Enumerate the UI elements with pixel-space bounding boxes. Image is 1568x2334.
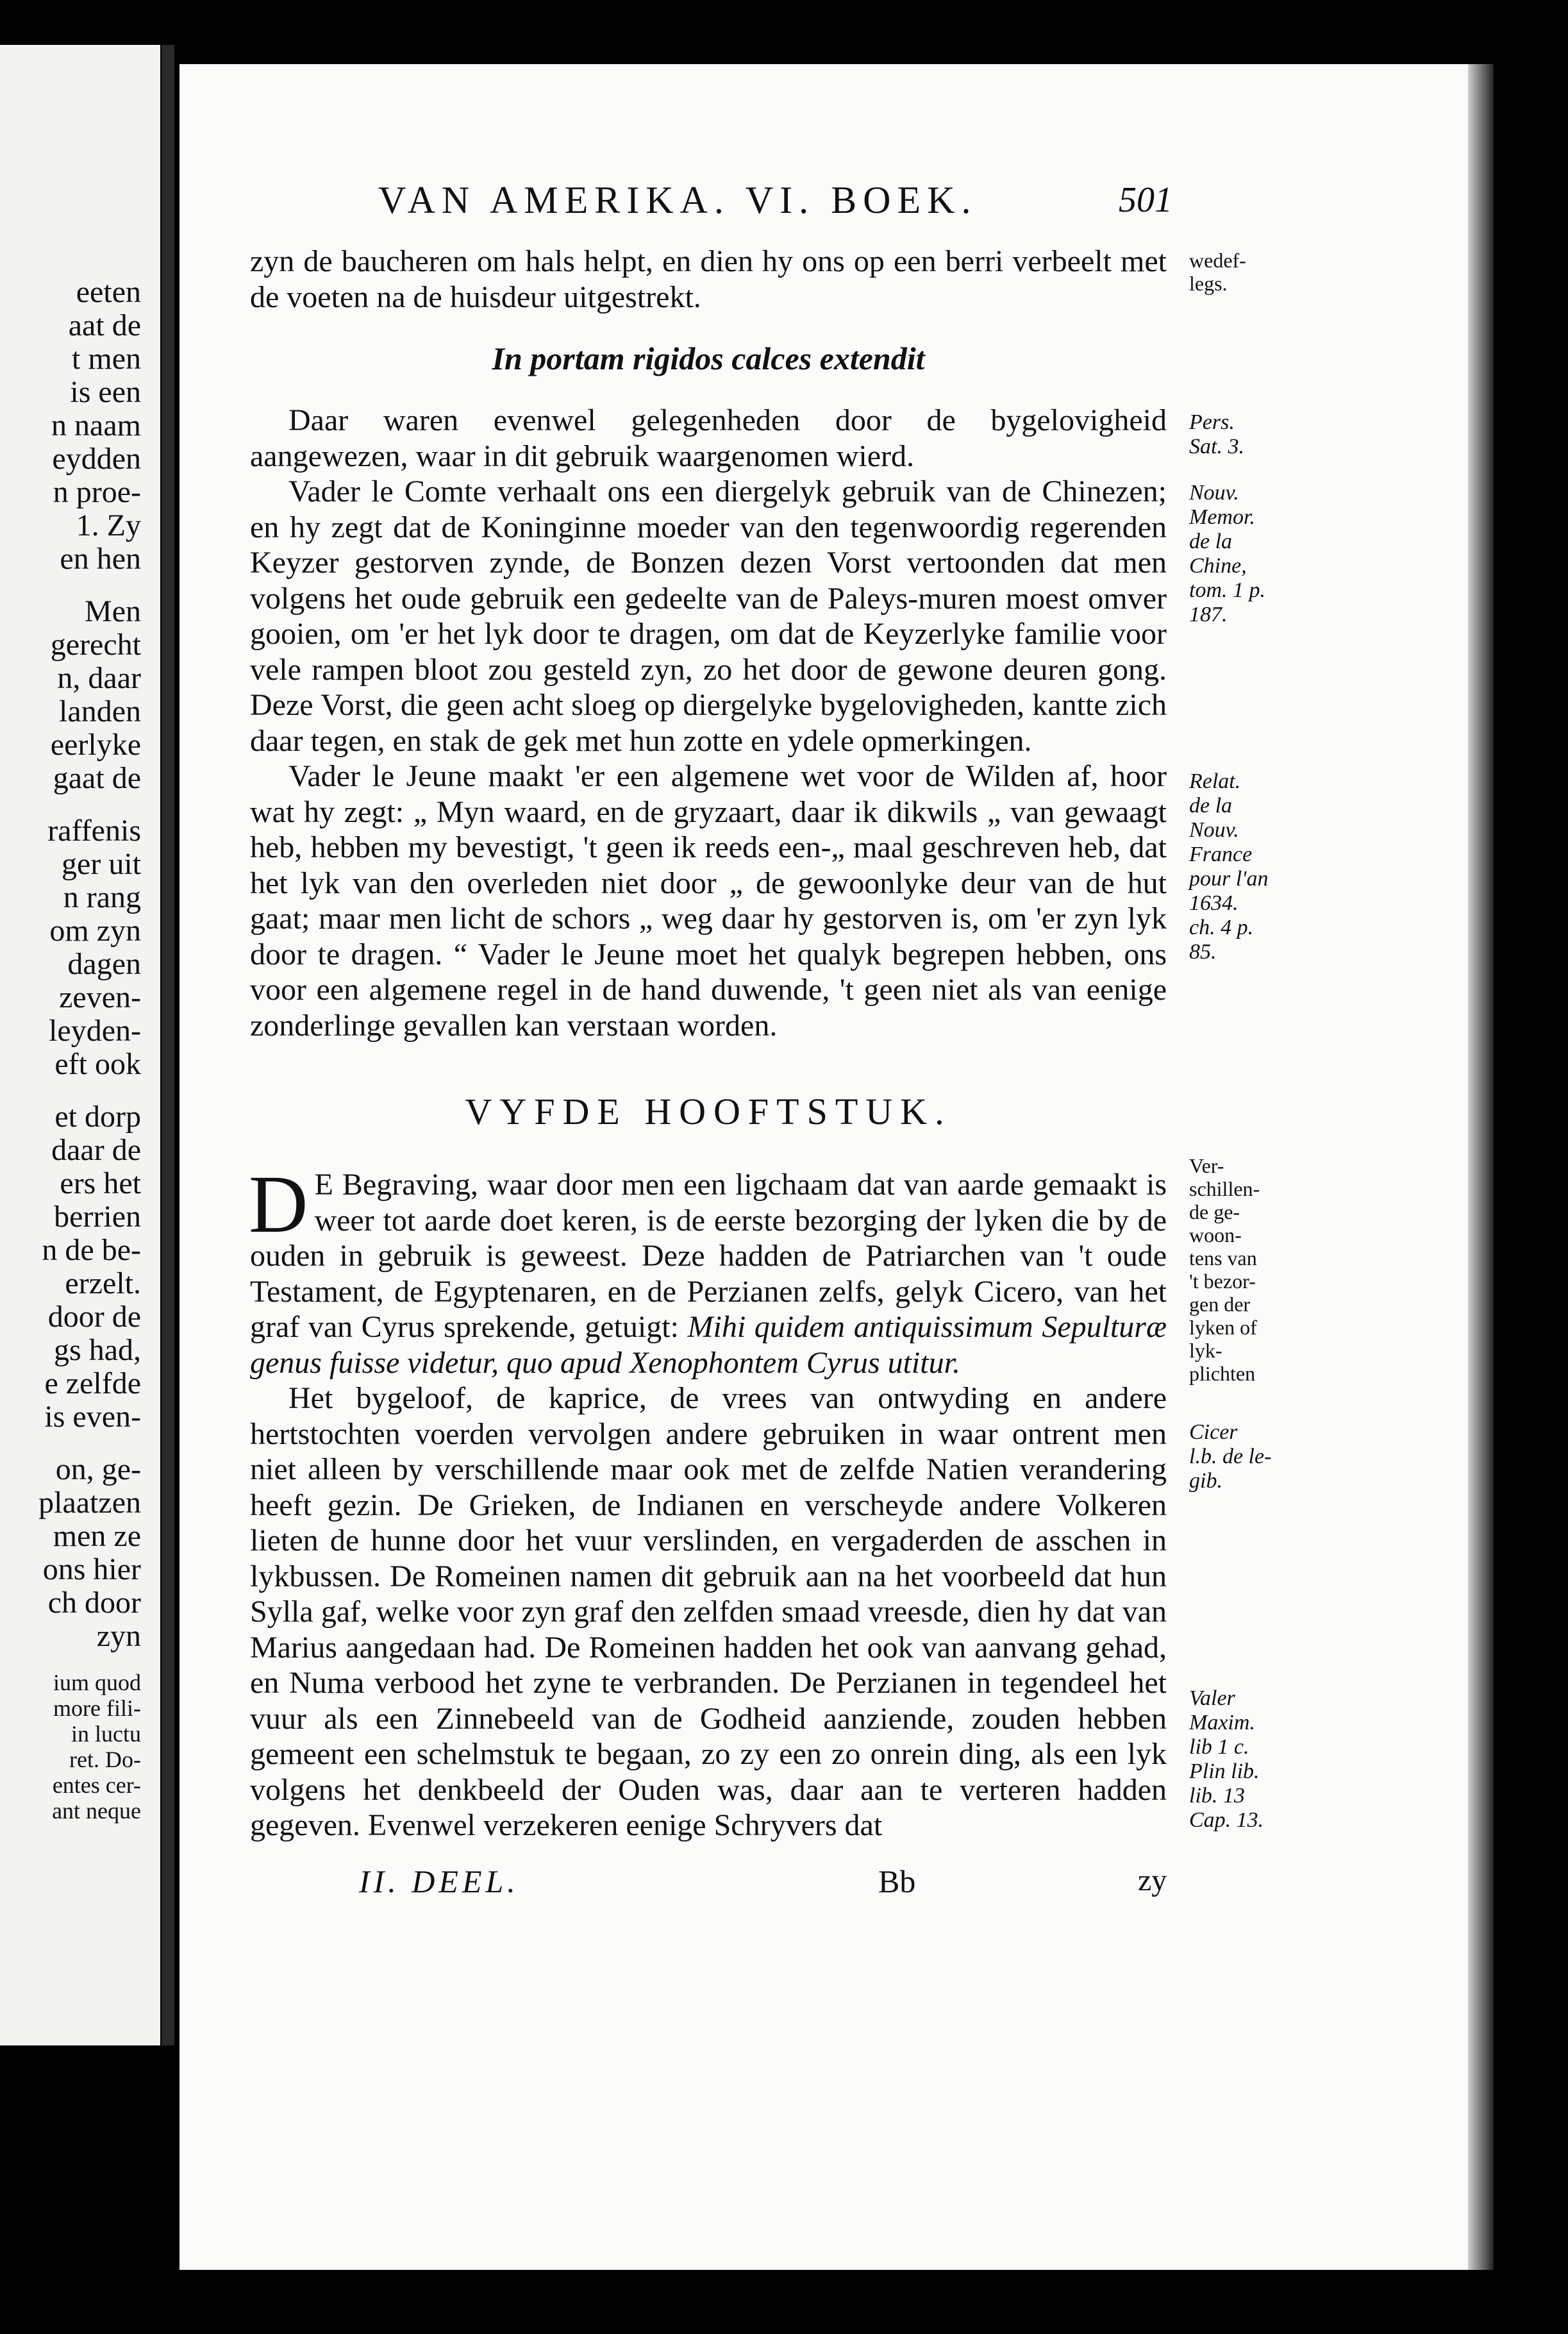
left-page-line: daar de xyxy=(51,1133,141,1167)
left-page-footnote-line: ant neque xyxy=(52,1798,141,1824)
paragraph: Het bygeloof, de kaprice, de vrees van ontwyding en andere hertstochten voerden vervolgen andere gebruiken in waar ontrent men niet alleen by verschillende maar ook met de zelfde Natien verandering heeft gezin. De Grieken, de Indianen en verscheyde andere Volkeren lieten de hunne door het vuur verslinden, en vergaderden de asschen in lykbussen. De Romeinen namen dit gebruik aan na het voorbeeld dat hun Sylla gaf, welke voor zyn graf den zelfden smaad vreesde, dien hy dat van Marius aangedaan had. De Romeinen hadden het ook van aanvang gehad, en Numa verbood het zyne te verbranden. De Perzianen in tegendeel het vuur als een Zinnebeeld van de Godheid aanziende, zouden hebben gemeent een schelmstuk te begaan, zo zy een zo onrein ding, als een lyk volgens het denkbeeld der Ouden was, daar aan te verteren hadden gegeven. Evenwel verzekeren eenige Schryvers dat xyxy=(250,1381,1167,1842)
left-page-footnote-line: in luctu xyxy=(71,1721,141,1747)
latin-quote: In portam rigidos calces extendit xyxy=(492,340,925,376)
margin-note-valerius xyxy=(1189,1686,1298,1833)
volume-signature: II. DEEL. xyxy=(359,1863,519,1899)
left-page-line: gaat de xyxy=(53,761,141,795)
paragraph: Daar waren evenwel gelegenheden door de bygelovigheid aangewezen, waar in dit gebruik waargenomen wierd. xyxy=(250,403,1167,473)
latin-citation: Mihi quidem antiquissimum Sepulturæ genus fuisse videtur, quo apud Xenophontem Cyrus utitur. xyxy=(250,1310,1167,1380)
margin-note-verschillende xyxy=(1189,1154,1298,1385)
margin-note-line: lyken of xyxy=(1189,1316,1257,1339)
left-page-line: t men xyxy=(72,342,141,376)
margin-note-persius xyxy=(1189,410,1298,459)
margin-note-line: plichten xyxy=(1189,1362,1256,1385)
left-page-line: ch door xyxy=(47,1586,141,1620)
margin-note-line: lyk- xyxy=(1189,1339,1222,1362)
body-text-block-1 xyxy=(250,244,1167,315)
margin-note-line: de ge- xyxy=(1189,1200,1240,1223)
margin-note-line: lib. 13 xyxy=(1189,1784,1245,1808)
left-page-line: n proe- xyxy=(53,475,141,509)
margin-note-nouv-memor xyxy=(1189,481,1298,627)
margin-note-line: gen der xyxy=(1189,1293,1251,1316)
margin-note-line: de la xyxy=(1189,794,1233,818)
left-page-footnote-line: more fili- xyxy=(53,1695,141,1721)
left-page-line: en hen xyxy=(60,542,141,576)
margin-note-line: ch. 4 p. xyxy=(1189,916,1254,939)
left-page-line: landen xyxy=(59,694,141,728)
left-page-line: eerlyke xyxy=(50,728,141,762)
left-page-footnote-line: entes cer- xyxy=(52,1772,141,1798)
left-page-line: raffenis xyxy=(47,814,141,848)
margin-note-line: Memor. xyxy=(1189,505,1255,529)
paragraph-text: E Begraving, waar door men een ligchaam dat van aarde gemaakt is weer tot aarde doet keren, is de eerste bezorging der lyken die by de ouden in gebruik is geweest. Deze hadden de Patriarchen van 't oude Testament, de Egyptenaren, en de Perzianen zelfs, gelyk Cicero, van het graf van Cyrus sprekende, getuigt: xyxy=(250,1168,1167,1344)
left-page-line: eeten xyxy=(76,275,141,309)
left-page-line: plaatzen xyxy=(38,1486,141,1520)
margin-note-relat xyxy=(1189,769,1298,964)
left-page-line: zeven- xyxy=(59,980,141,1014)
left-page-line: is even- xyxy=(44,1400,141,1434)
margin-note-line: 85. xyxy=(1189,940,1217,964)
margin-note-line: Cicer xyxy=(1189,1420,1238,1444)
left-page-line: ger uit xyxy=(62,847,141,881)
left-page-line: gs had, xyxy=(54,1333,141,1367)
paragraph: Vader le Comte verhaalt ons een diergelyk gebruik van de Chinezen; en hy zegt dat de Koninginne moeder van den tegenwoordig regerenden Keyzer gestorven zynde, de Bonzen dezen Vorst vertoonden dat men volgens het oude gebruik een gedeelte van de Paleys-muren moest omver gooien, om 'er het lyk door te dragen, om dat de Keyzerlyke familie voor vele rampen bloot zou gesteld zyn, zo het door de gewone deuren gong. Deze Vorst, die geen acht sloeg op diergelyke bygelovigheden, kantte zich daar tegen, en stak de gek met hun zotte en ydele opmerkingen. xyxy=(250,474,1167,758)
catchword: zy xyxy=(1138,1863,1167,1897)
margin-note-line: Sat. 3. xyxy=(1189,435,1244,458)
margin-note-line: l.b. de le- xyxy=(1189,1445,1272,1468)
paragraph xyxy=(249,1159,1167,1381)
margin-note-line: Nouv. xyxy=(1189,481,1239,505)
margin-note-line: Nouv. xyxy=(1189,818,1239,842)
margin-note-line: Pers. xyxy=(1189,410,1235,434)
left-page-line: 1. Zy xyxy=(76,508,141,542)
left-page-line: eydden xyxy=(52,442,141,476)
margin-note-line: 1634. xyxy=(1189,891,1239,915)
margin-note-line: de la xyxy=(1189,530,1233,553)
left-page-line: berrien xyxy=(54,1200,141,1234)
margin-note-line: woon- xyxy=(1189,1223,1242,1247)
left-page-fragment xyxy=(0,45,160,2045)
margin-note-line: gib. xyxy=(1189,1469,1222,1493)
body-text-block-2 xyxy=(250,403,1167,1043)
drop-cap: D xyxy=(249,1159,308,1250)
left-page-line: men ze xyxy=(53,1519,141,1553)
margin-note-line: pour l'an xyxy=(1189,867,1269,891)
left-page-line: door de xyxy=(47,1300,141,1334)
left-page-line: aat de xyxy=(68,308,141,342)
signature-mark: Bb xyxy=(878,1863,916,1899)
margin-note-line: lib 1 c. xyxy=(1189,1735,1249,1759)
left-page-line: om zyn xyxy=(49,914,141,948)
left-page-line: ons hier xyxy=(42,1552,141,1586)
page-number: 501 xyxy=(1119,180,1172,220)
left-page-line: on, ge- xyxy=(55,1452,141,1486)
left-page-line: et dorp xyxy=(54,1100,141,1134)
left-page-line: n de be- xyxy=(42,1233,141,1267)
running-head: VAN AMERIKA. VI. BOEK. xyxy=(378,179,978,221)
margin-note-line: Chine, xyxy=(1189,554,1247,578)
margin-note-line: schillen- xyxy=(1189,1177,1260,1200)
left-page-line: n, daar xyxy=(57,661,141,695)
page-edge-shadow xyxy=(1468,64,1494,2270)
page-gutter xyxy=(162,45,174,2045)
margin-note-line: 187. xyxy=(1189,603,1228,626)
margin-note-line: Cap. 13. xyxy=(1189,1808,1264,1832)
margin-note-line: wedef- xyxy=(1189,249,1246,272)
left-page-line: Men xyxy=(85,594,141,628)
left-page-line: eft ook xyxy=(54,1047,141,1081)
margin-note-line: Plin lib. xyxy=(1189,1759,1260,1783)
margin-note-line: Relat. xyxy=(1189,769,1241,793)
left-page-footnote-line: ium quod xyxy=(53,1670,141,1695)
margin-note-line: 't bezor- xyxy=(1189,1270,1256,1293)
left-page-line: n naam xyxy=(51,408,141,442)
left-page-line: dagen xyxy=(67,947,141,981)
left-page-line: leyden- xyxy=(49,1014,141,1048)
margin-note-line: tom. 1 p. xyxy=(1189,578,1265,602)
margin-note-line: France xyxy=(1189,843,1253,866)
left-page-line: e zelfde xyxy=(44,1366,141,1400)
chapter-title: VYFDE HOOFTSTUK. xyxy=(465,1091,952,1132)
left-page-line: ers het xyxy=(60,1166,141,1200)
margin-note-line: tens van xyxy=(1189,1247,1257,1270)
margin-note-line: Ver- xyxy=(1189,1154,1224,1177)
left-page-footnote-line: ret. Do- xyxy=(69,1747,141,1772)
margin-note-line: Maxim. xyxy=(1189,1711,1255,1734)
margin-note-cicero xyxy=(1189,1420,1298,1493)
margin-note-line: legs. xyxy=(1189,272,1228,295)
left-page-line: n rang xyxy=(63,880,141,914)
paragraph: Vader le Jeune maakt 'er een algemene wet voor de Wilden af, hoor wat hy zegt: „ Myn waard, en de gryzaart, daar ik dikwils „ van gewaagt heb, hebben my bevestigt, 't geen ik reeds een-„ maal geschreven heb, dat het lyk van den overleden niet door „ de gewoonlyke deur van de hut gaat; maar men licht de schors „ weg daar hy gestorven is, om 'er zyn lyk door te dragen. “ Vader le Jeune moet het qualyk begrepen hebben, ons voor een algemene regel in de hand duwende, 't geen niet als van eenige zonderlinge gevallen kan verstaan worden. xyxy=(250,759,1167,1043)
left-page-line: erzelt. xyxy=(65,1266,141,1300)
left-page-line: is een xyxy=(70,375,141,409)
scan-border xyxy=(1494,0,1568,2334)
left-page-line: gerecht xyxy=(50,628,141,662)
margin-note-wedeflegs xyxy=(1189,249,1298,295)
body-text-block-3 xyxy=(249,1159,1167,1843)
paragraph: zyn de baucheren om hals helpt, en dien hy ons op een berri verbeelt met de voeten na de huisdeur uitgestrekt. xyxy=(250,244,1167,314)
left-page-line: zyn xyxy=(96,1619,141,1653)
margin-note-line: Valer xyxy=(1189,1686,1235,1710)
